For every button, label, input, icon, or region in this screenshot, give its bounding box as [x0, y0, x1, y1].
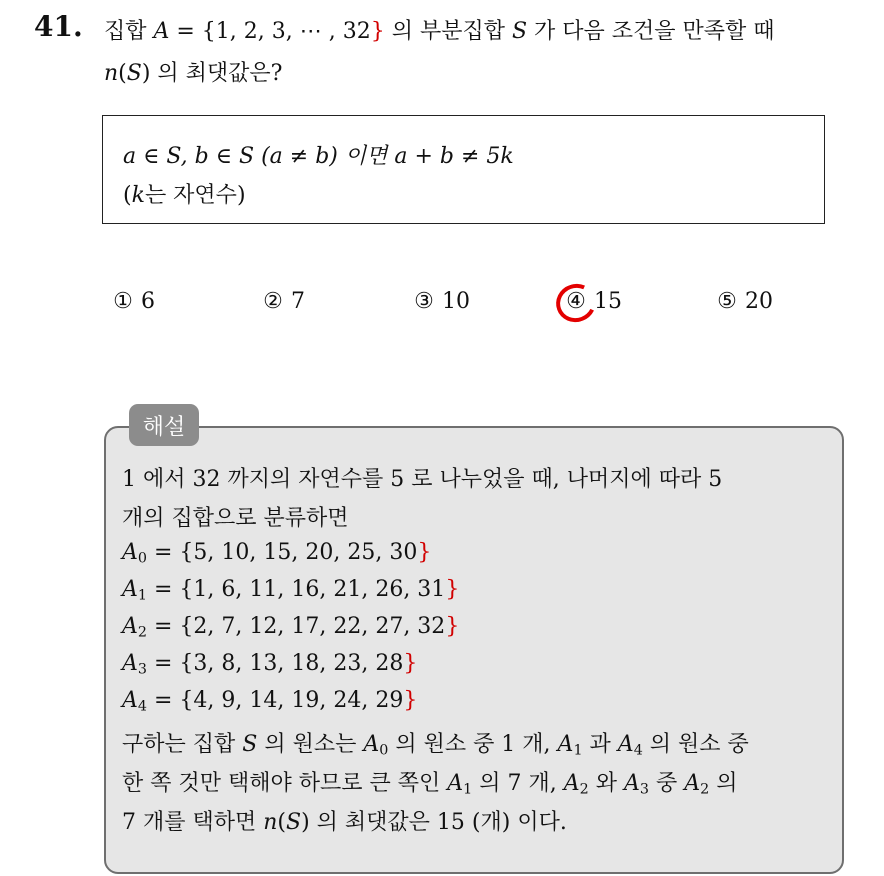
solution-line-1: 1 에서 32 까지의 자연수를 5 로 나누었을 때, 나머지에 따라 5: [122, 467, 723, 492]
set-a2: $A_2 = \{2$, 7, 12, 17, 22, 27, 32}: [122, 614, 460, 641]
condition-line-1: a ∈ S, b ∈ S (a ≠ b) 이면 a + b ≠ 5k: [123, 144, 514, 169]
set-a0: $A_0 = \{5$, 10, 15, 20, 25, 30}: [122, 540, 432, 567]
conclusion-line-3: 7 개를 택하면 n(S) 의 최댓값은 15 (개) 이다.: [122, 810, 567, 835]
question-line-1: 집합 A = {1, 2, 3, ⋯ , 32} 의 부분집합 S 가 다음 조건을 만족할 때: [104, 19, 775, 44]
condition-line-2: (k는 자연수): [123, 183, 246, 208]
answer-circle-mark: [551, 278, 602, 327]
problem-number: 41.: [34, 10, 83, 43]
conclusion-line-1: 구하는 집합 S 의 원소는 $A_0$ 의 원소 중 1 개, $A_1$ 과 $A_4$ 의 원소 중: [122, 732, 749, 759]
solution-tag: 해설: [129, 404, 199, 446]
set-a3: $A_3 = \{3$, 8, 13, 18, 23, 28}: [122, 651, 418, 678]
choice-4[interactable]: ④ 15: [566, 289, 622, 314]
choice-2[interactable]: ② 7: [263, 289, 305, 314]
choice-5[interactable]: ⑤ 20: [717, 289, 773, 314]
choice-3[interactable]: ③ 10: [414, 289, 470, 314]
question-line-2: n(S) 의 최댓값은?: [104, 61, 283, 86]
choice-1[interactable]: ① 6: [113, 289, 155, 314]
set-a1: $A_1 = \{1$, 6, 11, 16, 21, 26, 31}: [122, 577, 460, 604]
condition-box: [102, 115, 825, 224]
set-a4: $A_4 = \{4$, 9, 14, 19, 24, 29}: [122, 688, 418, 715]
solution-line-2: 개의 집합으로 분류하면: [122, 506, 349, 531]
conclusion-line-2: 한 쪽 것만 택해야 하므로 큰 쪽인 $A_1$ 의 7 개, $A_2$ 와 $A_3$ 중 $A_2$ 의: [122, 771, 738, 798]
